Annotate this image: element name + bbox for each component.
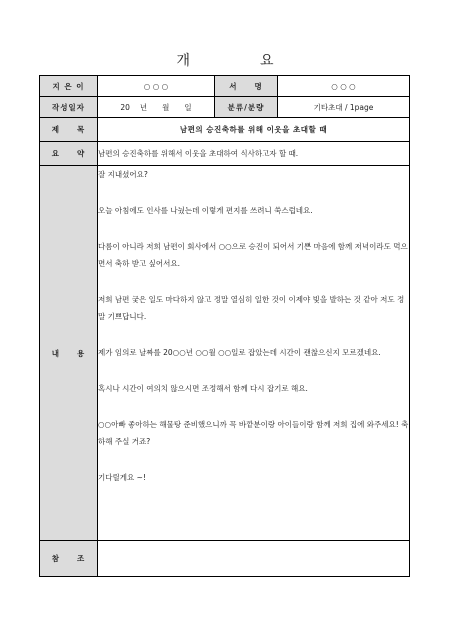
- reference-value: [98, 541, 410, 577]
- summary-label: 요 약: [40, 142, 98, 166]
- paragraph: 저희 남편 궂은 일도 마다하지 않고 정말 열심히 일한 것이 이제야 빛을 발하는 것 같아 저도 정말 기쁘답니다.: [98, 295, 405, 321]
- paragraph: 다름이 아니라 저희 남편이 회사에서 ○○으로 승진이 되어서 기쁜 마음에 함께 저녁이라도 먹으면서 축하 받고 싶어서요.: [98, 242, 408, 268]
- paragraph: 기다릴게요 ~!: [98, 473, 146, 482]
- content-body: [98, 166, 410, 541]
- subject-value: 남편의 승진축하를 위해 이웃을 초대할 때: [98, 118, 410, 142]
- author-label: 지 은 이: [40, 76, 98, 97]
- paragraph: 잘 지내셨어요?: [98, 170, 148, 179]
- paragraph: 제가 임의로 날짜를 20○○년 ○○월 ○○일로 잡았는데 시간이 괜찮으신지 모르겠네요.: [98, 348, 381, 357]
- content-label: 내 용: [40, 166, 98, 541]
- category-label: 분류/분량: [215, 97, 278, 118]
- date-value: 20 년 월 일: [98, 97, 215, 118]
- reference-label: 참 조: [40, 541, 98, 577]
- document-title: 개 요: [176, 53, 302, 69]
- date-label: 작성일자: [40, 97, 98, 118]
- subject-label: 제 목: [40, 118, 98, 142]
- overview-table: [39, 75, 410, 577]
- sign-value: ○ ○ ○: [278, 76, 410, 97]
- sign-label: 서 명: [215, 76, 278, 97]
- paragraph: ○○아빠 좋아하는 해물탕 준비했으니까 꼭 바깥분이랑 아이들이랑 함께 저희 집에 와주세요! 축하해 주실 거죠?: [98, 420, 409, 446]
- summary-value: 남편의 승진축하를 위해서 이웃을 초대하여 식사하고자 할 때.: [98, 142, 410, 166]
- category-value: 기타초대 / 1page: [278, 97, 410, 118]
- author-value: ○ ○ ○: [98, 76, 215, 97]
- paragraph: 오늘 아침에도 인사를 나눴는데 이렇게 편지를 쓰려니 쑥스럽네요.: [98, 206, 313, 215]
- paragraph: 혹시나 시간이 여의치 않으시면 조정해서 함께 다시 잡기로 해요.: [98, 384, 308, 393]
